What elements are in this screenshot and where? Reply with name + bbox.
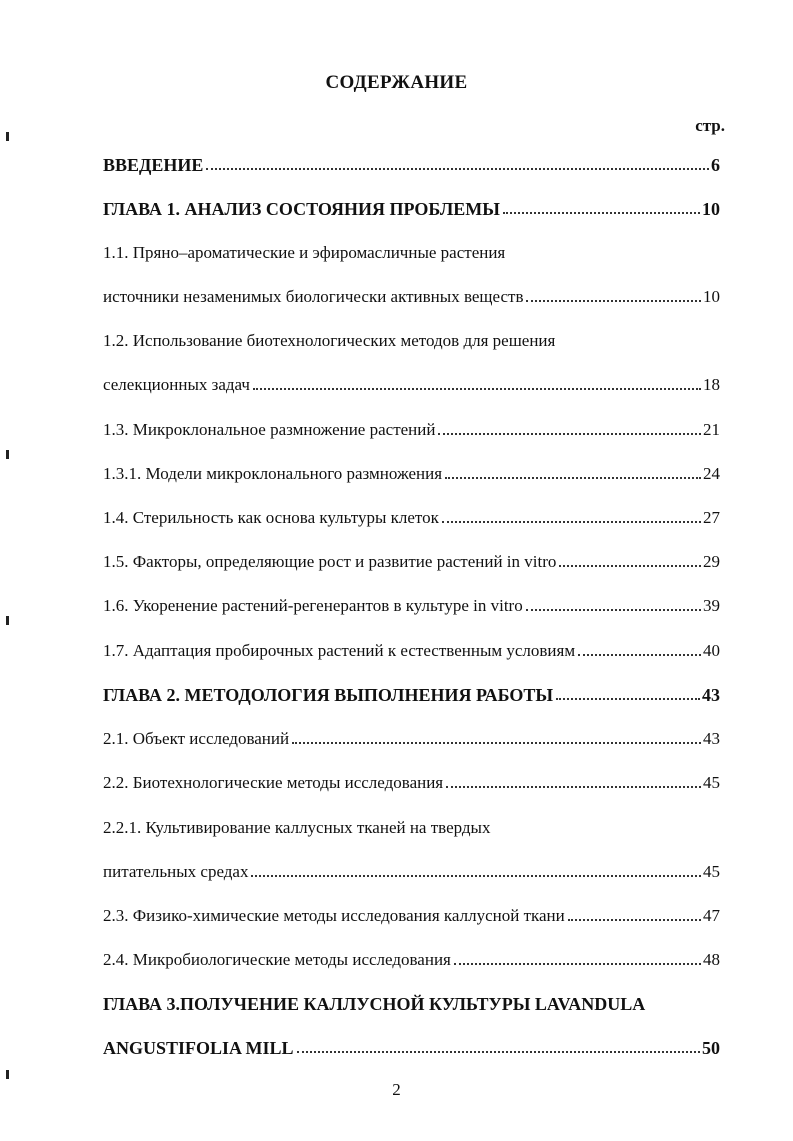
toc-entry-text: 2.4. Микробиологические методы исследования bbox=[103, 950, 451, 969]
toc-entry bbox=[103, 1030, 720, 1066]
toc-entry bbox=[103, 633, 720, 669]
toc-entry-page: 50 bbox=[702, 1038, 720, 1058]
toc-entry-page: 10 bbox=[703, 287, 720, 306]
dot-leader bbox=[556, 698, 700, 700]
toc-entry bbox=[103, 721, 720, 757]
scan-margin-mark bbox=[6, 132, 9, 141]
toc-entry bbox=[103, 147, 720, 183]
dot-leader bbox=[526, 300, 701, 302]
toc-entry-text: 1.3.1. Модели микроклонального размножения bbox=[103, 464, 443, 483]
toc-entry bbox=[103, 942, 720, 978]
toc-entry-text: 2.3. Физико-химические методы исследования каллусной ткани bbox=[103, 906, 565, 925]
toc-entry bbox=[103, 544, 720, 580]
toc-entry bbox=[103, 986, 720, 1022]
toc-entry bbox=[103, 500, 720, 536]
dot-leader bbox=[503, 212, 700, 214]
toc-entry bbox=[103, 854, 720, 890]
toc-entry-page: 43 bbox=[702, 685, 720, 705]
toc-entry-page: 45 bbox=[703, 773, 720, 792]
toc-entry-page: 43 bbox=[703, 729, 720, 748]
dot-leader bbox=[526, 609, 701, 611]
toc-entry-page: 18 bbox=[703, 375, 720, 394]
scan-margin-mark bbox=[6, 1070, 9, 1079]
dot-leader bbox=[445, 477, 701, 479]
toc-entry bbox=[103, 588, 720, 624]
toc-entry bbox=[103, 191, 720, 227]
toc-entry-text: 1.5. Факторы, определяющие рост и развитие растений in vitro bbox=[103, 552, 557, 571]
toc-title: СОДЕРЖАНИЕ bbox=[325, 72, 468, 93]
toc-entry-page: 48 bbox=[703, 950, 720, 969]
toc-entry bbox=[103, 456, 720, 492]
scan-margin-mark bbox=[6, 450, 9, 459]
toc-entry-page: 24 bbox=[703, 464, 720, 483]
toc-entry-text: селекционных задач bbox=[103, 375, 250, 394]
toc-entry bbox=[103, 412, 720, 448]
toc-entry bbox=[103, 810, 720, 846]
dot-leader bbox=[251, 875, 701, 877]
dot-leader bbox=[568, 919, 701, 921]
toc-entry-text: источники незаменимых биологически активных веществ bbox=[103, 287, 524, 306]
dot-leader bbox=[438, 433, 701, 435]
dot-leader bbox=[292, 742, 701, 744]
toc-entry-page: 39 bbox=[703, 596, 720, 615]
toc-entry-text: ГЛАВА 1. АНАЛИЗ СОСТОЯНИЯ ПРОБЛЕМЫ bbox=[103, 199, 500, 219]
toc-entry-page: 45 bbox=[703, 862, 720, 881]
toc-entry-text: 1.4. Стерильность как основа культуры клеток bbox=[103, 508, 439, 527]
toc-entry-text: 1.3. Микроклональное размножение растений bbox=[103, 420, 436, 439]
toc-entry-text: 2.1. Объект исследований bbox=[103, 729, 290, 748]
toc-entry bbox=[103, 279, 720, 315]
toc-entry-page: 27 bbox=[703, 508, 720, 527]
toc-entry-page: 47 bbox=[703, 906, 720, 925]
dot-leader bbox=[454, 963, 701, 965]
toc-entry-text: питательных средах bbox=[103, 862, 249, 881]
toc-entry bbox=[103, 898, 720, 934]
toc-entry-page: 10 bbox=[702, 199, 720, 219]
toc-entry bbox=[103, 367, 720, 403]
dot-leader bbox=[446, 786, 701, 788]
toc-entry-page: 21 bbox=[703, 420, 720, 439]
dot-leader bbox=[578, 654, 701, 656]
toc-entry-text: ГЛАВА 3.ПОЛУЧЕНИЕ КАЛЛУСНОЙ КУЛЬТУРЫ LAVANDULA bbox=[103, 994, 646, 1014]
toc-entry-text: 1.6. Укоренение растений-регенерантов в культуре in vitro bbox=[103, 596, 523, 615]
page-number: 2 bbox=[392, 1080, 401, 1099]
toc-entry bbox=[103, 677, 720, 713]
page-column-label: стр. bbox=[695, 116, 725, 135]
toc-entry-text: ANGUSTIFOLIA MILL bbox=[103, 1038, 294, 1058]
toc-entry-text: 1.7. Адаптация пробирочных растений к естественным условиям bbox=[103, 641, 576, 660]
toc-entry bbox=[103, 765, 720, 801]
scan-margin-mark bbox=[6, 616, 9, 625]
toc-entry-text: 2.2.1. Культивирование каллусных тканей на твердых bbox=[103, 818, 491, 837]
toc-entry-page: 6 bbox=[711, 155, 720, 175]
dot-leader bbox=[442, 521, 701, 523]
toc-entry-text: ГЛАВА 2. МЕТОДОЛОГИЯ ВЫПОЛНЕНИЯ РАБОТЫ bbox=[103, 685, 554, 705]
toc-entry-text: ВВЕДЕНИЕ bbox=[103, 155, 204, 175]
toc-entry-text: 2.2. Биотехнологические методы исследования bbox=[103, 773, 444, 792]
dot-leader bbox=[297, 1051, 700, 1053]
toc-entry-text: 1.2. Использование биотехнологических методов для решения bbox=[103, 331, 556, 350]
toc-entry bbox=[103, 235, 720, 271]
toc-entry bbox=[103, 323, 720, 359]
toc-entry-page: 40 bbox=[703, 641, 720, 660]
toc-entry-page: 29 bbox=[703, 552, 720, 571]
dot-leader bbox=[206, 168, 709, 170]
dot-leader bbox=[559, 565, 701, 567]
toc-entry-text: 1.1. Пряно–ароматические и эфиромасличные растения bbox=[103, 243, 506, 262]
dot-leader bbox=[253, 388, 701, 390]
